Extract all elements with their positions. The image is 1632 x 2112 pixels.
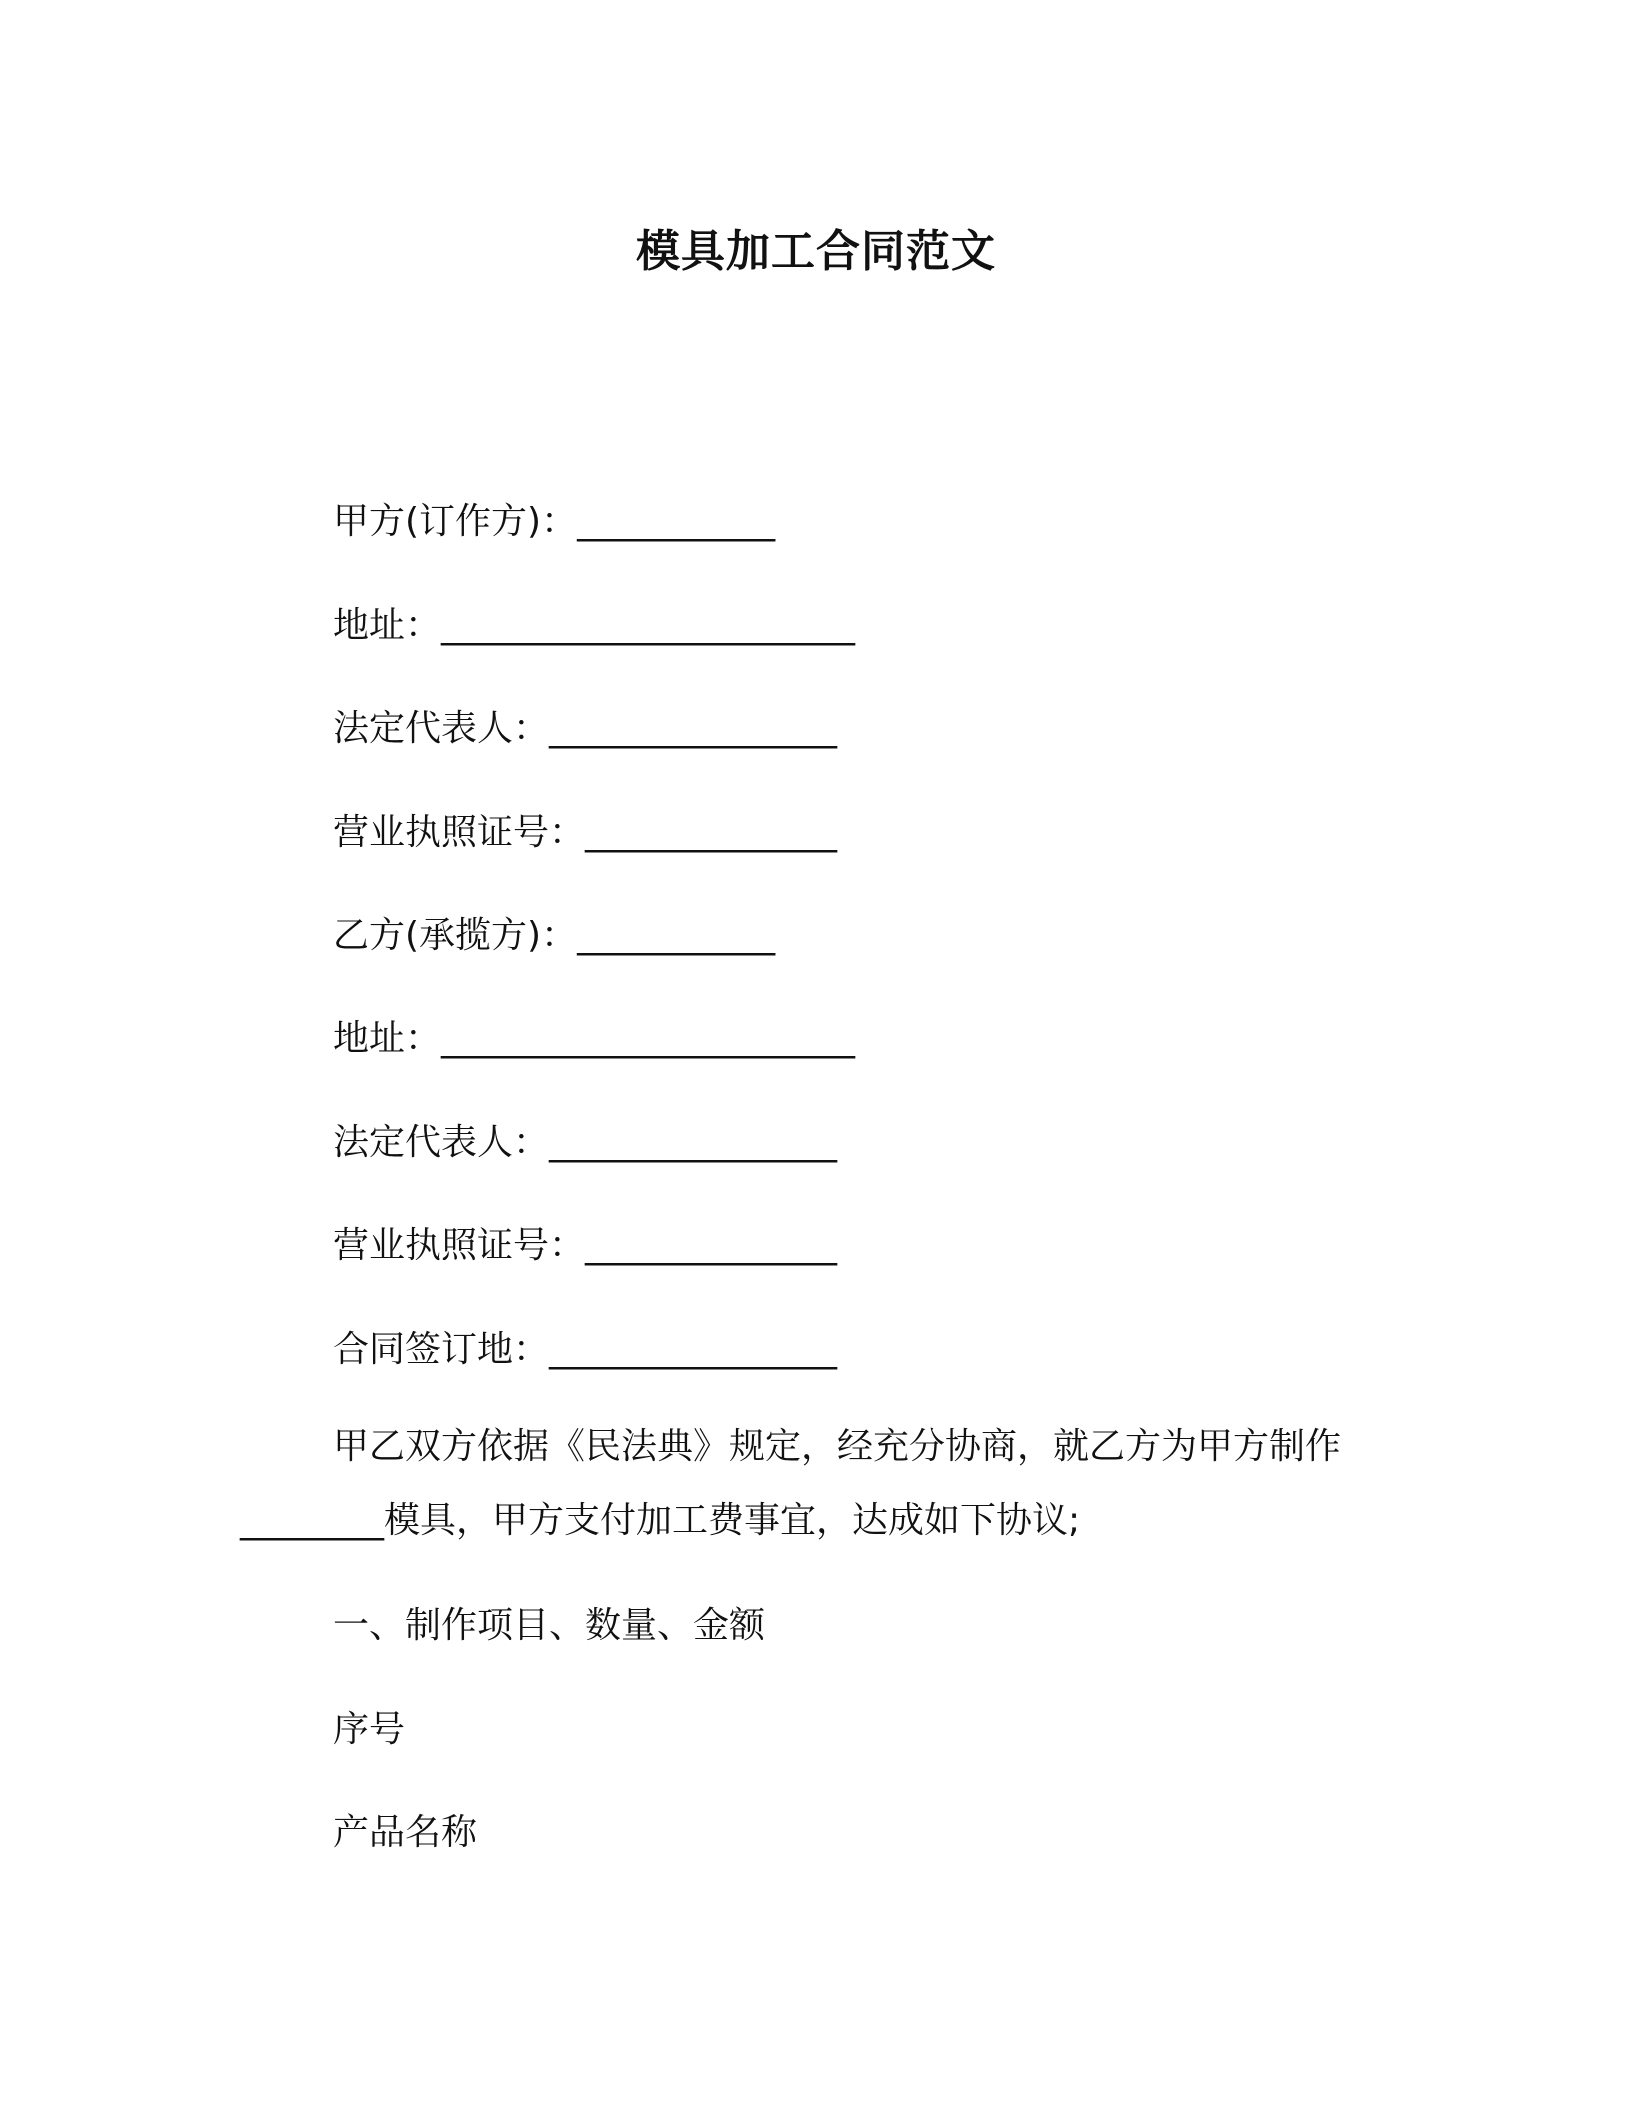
signing-place: 合同签订地：________________	[333, 1329, 838, 1370]
party-b-legal-rep: 法定代表人：________________	[333, 1122, 838, 1163]
section-1-heading: 一、制作项目、数量、金额	[333, 1605, 766, 1646]
column-serial-no: 序号	[333, 1709, 406, 1750]
document-title: 模具加工合同范文	[636, 226, 996, 277]
party-a-line	[333, 496, 775, 548]
party-a-license: 营业执照证号：______________	[333, 812, 838, 853]
party-a-address: 地址：_______________________	[333, 605, 856, 646]
intro-line-1: 甲乙双方依据《民法典》规定，经充分协商，就乙方为甲方制作	[333, 1426, 1342, 1467]
intro-paragraph	[240, 1421, 1390, 1547]
party-b-address: 地址：_______________________	[333, 1018, 856, 1059]
party-b-blank: ___________	[577, 915, 776, 956]
party-b-label: 乙方(承揽方)：	[333, 915, 578, 956]
party-a-legal-rep: 法定代表人：________________	[333, 708, 838, 749]
party-a-blank: ___________	[577, 501, 776, 542]
party-a-label: 甲方(订作方)：	[333, 501, 578, 542]
column-product-name: 产品名称	[333, 1812, 478, 1853]
party-b-license: 营业执照证号：______________	[333, 1225, 838, 1266]
party-b-line	[333, 910, 775, 962]
intro-line-2: ________模具，甲方支付加工费事宜，达成如下协议;	[240, 1500, 1081, 1541]
